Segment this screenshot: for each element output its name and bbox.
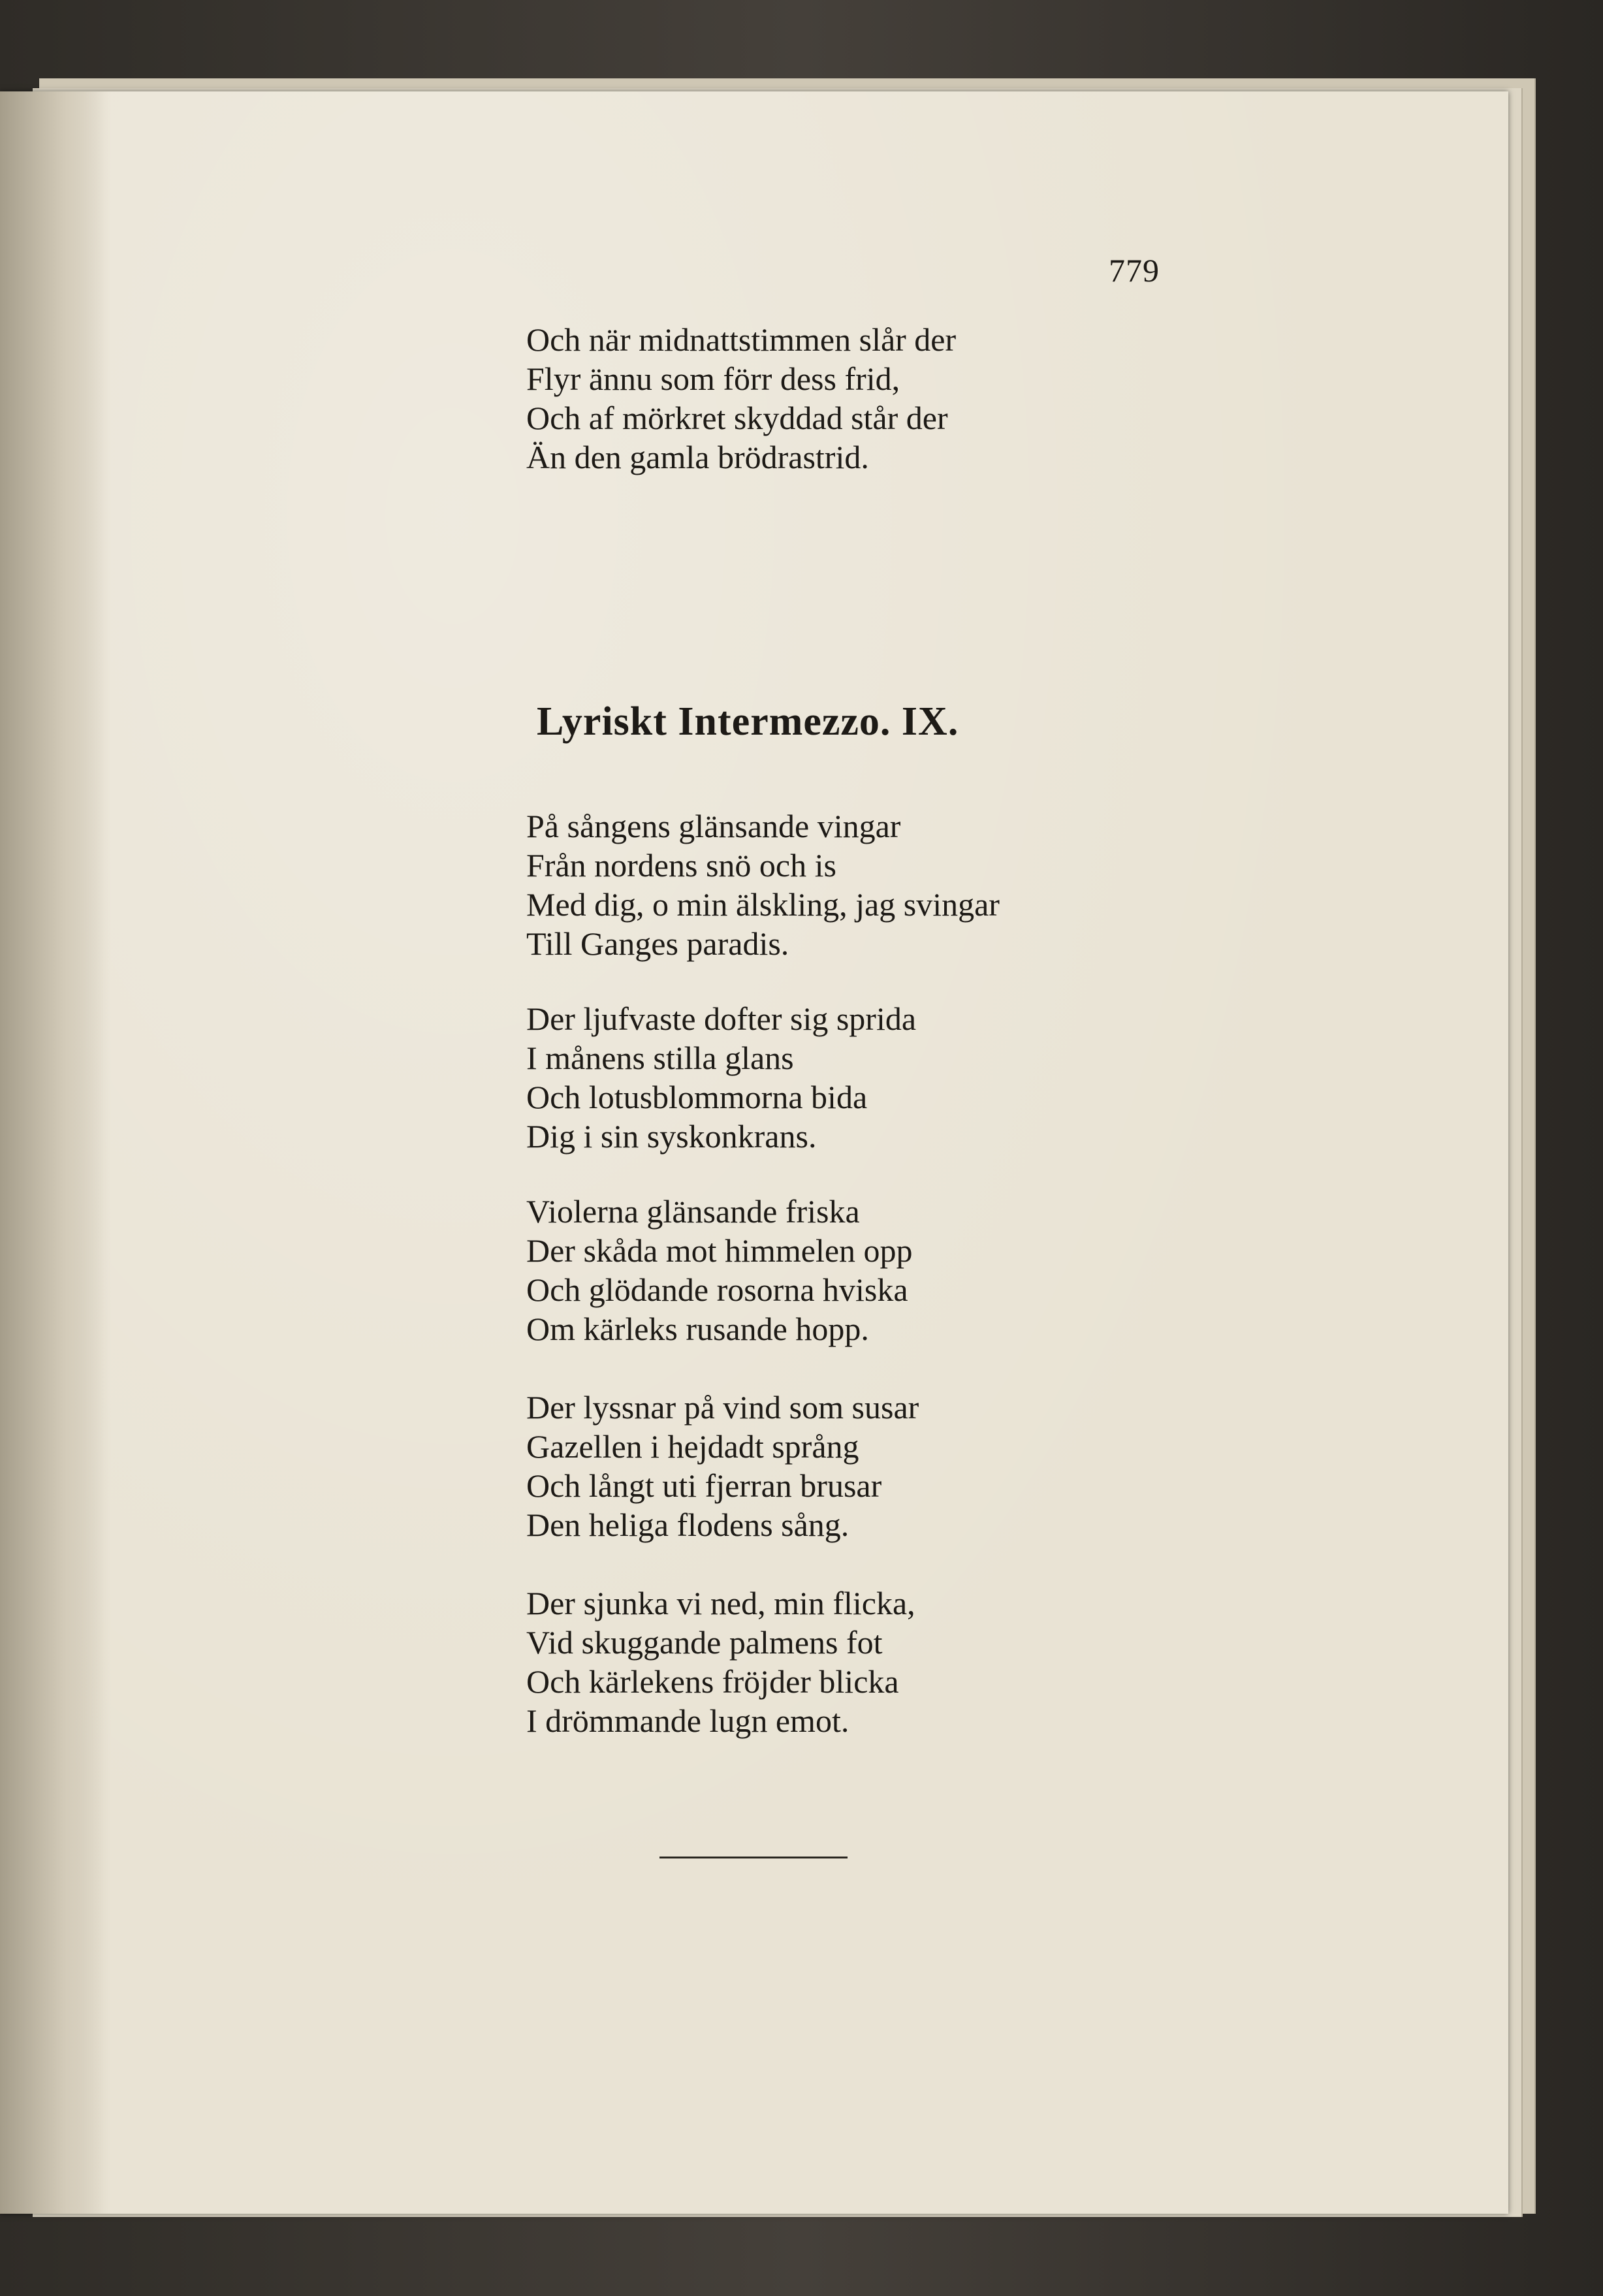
poem-line: Der sjunka vi ned, min flicka,	[526, 1585, 915, 1621]
poem-line: På sångens glänsande vingar	[526, 808, 901, 844]
poem-line: Från nordens snö och is	[526, 847, 836, 884]
poem-stanza-3	[526, 1192, 913, 1348]
poem-line: Och när midnattstimmen slår der	[526, 321, 957, 358]
binding-shadow	[0, 91, 111, 2214]
poem-line: Med dig, o min älskling, jag svingar	[526, 886, 1000, 923]
poem-line: Den heliga flodens sång.	[526, 1507, 849, 1543]
poem-line: Än den gamla brödrastrid.	[526, 439, 869, 475]
poem-line: I drömmande lugn emot.	[526, 1702, 849, 1739]
poem-stanza-4	[526, 1388, 919, 1544]
poem-line: I månens stilla glans	[526, 1040, 794, 1076]
poem-line: Och glödande rosorna hviska	[526, 1271, 908, 1308]
page-number: 779	[1109, 252, 1160, 289]
poem-line: Till Ganges paradis.	[526, 925, 789, 962]
poem-stanza-5	[526, 1584, 915, 1740]
poem-line: Flyr ännu som förr dess frid,	[526, 360, 900, 397]
poem-line: Och kärlekens fröjder blicka	[526, 1663, 899, 1700]
poem-title: Lyriskt Intermezzo. IX.	[537, 699, 959, 744]
poem-line: Och lotusblommorna bida	[526, 1079, 868, 1115]
poem-line: Om kärleks rusande hopp.	[526, 1311, 869, 1347]
poem-line: Gazellen i hejdadt språng	[526, 1428, 859, 1465]
poem-stanza-2	[526, 999, 916, 1156]
intro-stanza	[526, 320, 956, 477]
poem-line: Der lyssnar på vind som susar	[526, 1389, 919, 1426]
poem-stanza-1	[526, 806, 1000, 963]
poem-line: Dig i sin syskonkrans.	[526, 1118, 817, 1155]
poem-line: Der ljufvaste dofter sig sprida	[526, 1000, 917, 1037]
end-rule	[659, 1857, 848, 1858]
poem-line: Vid skuggande palmens fot	[526, 1624, 883, 1661]
poem-line: Violerna glänsande friska	[526, 1193, 860, 1230]
poem-line: Der skåda mot himmelen opp	[526, 1232, 913, 1269]
poem-line: Och af mörkret skyddad står der	[526, 400, 948, 436]
poem-line: Och långt uti fjerran brusar	[526, 1467, 882, 1504]
